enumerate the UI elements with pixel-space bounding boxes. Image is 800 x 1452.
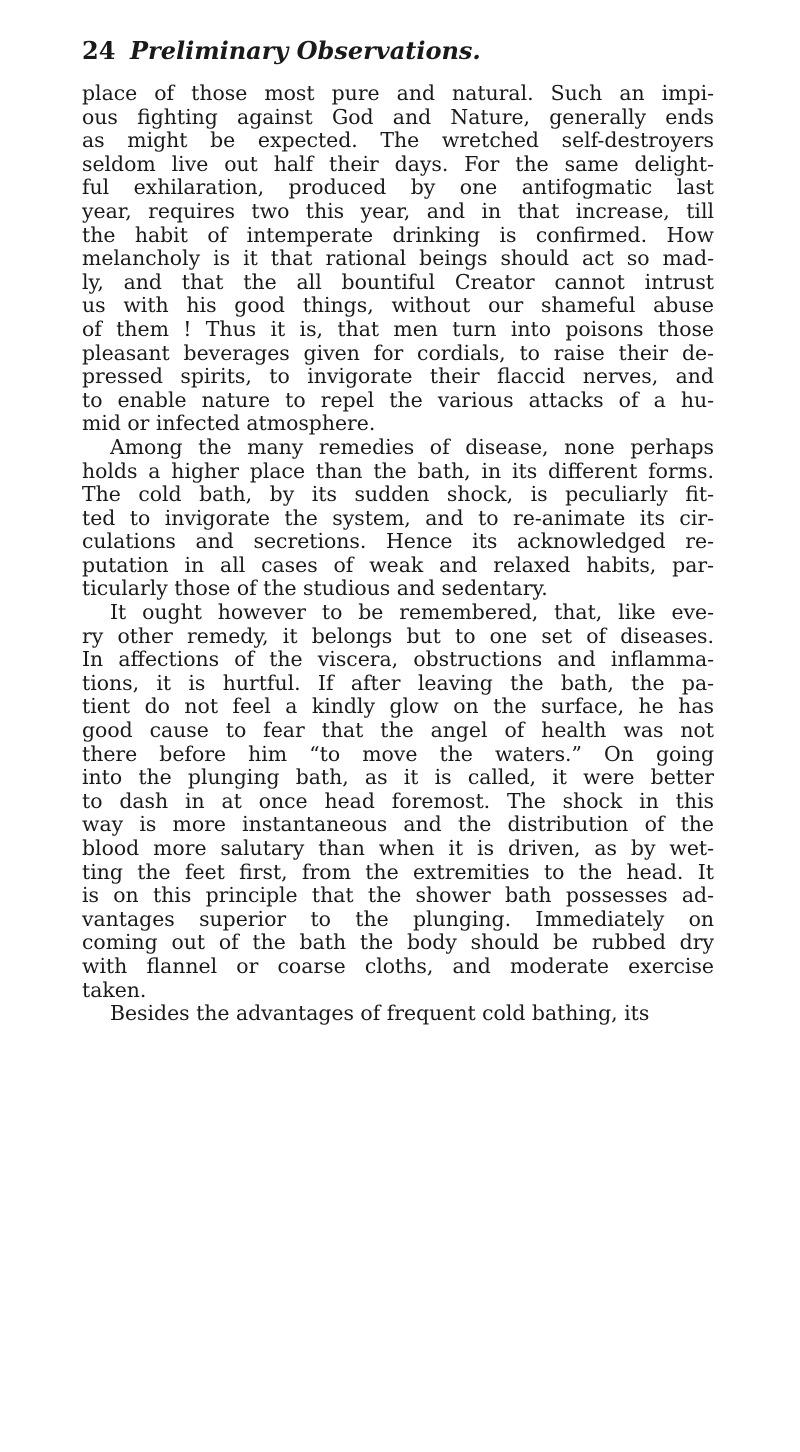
text-line: melancholy is it that rational beings should act so mad-: [82, 247, 714, 271]
text-line: ting the feet first, from the extremities to the head. It: [82, 860, 714, 884]
text-line: place of those most pure and natural. Such an impi-: [82, 82, 714, 105]
text-line: holds a higher place than the bath, in its different forms.: [82, 459, 714, 483]
text-line: seldom live out half their days. For the same delight-: [82, 152, 714, 176]
text-line: ful exhilaration, produced by one antifogmatic last: [82, 176, 714, 200]
text-line: ticularly those of the studious and sedentary.: [82, 577, 548, 601]
text-line: with flannel or coarse cloths, and moderate exercise: [82, 954, 714, 978]
running-head: Preliminary Observations.: [130, 36, 481, 65]
paragraph: [82, 1002, 714, 1026]
paragraph: [82, 82, 714, 436]
text-line: ry other remedy, it belongs but to one set of diseases.: [82, 624, 714, 648]
text-line: tions, it is hurtful. If after leaving the bath, the pa-: [82, 671, 714, 695]
text-line: to dash in at once head foremost. The shock in this: [82, 789, 714, 813]
text-line: In affections of the viscera, obstructions and inflamma-: [82, 648, 714, 672]
text-line: The cold bath, by its sudden shock, is peculiarly fit-: [82, 483, 714, 507]
text-line: there before him “to move the waters.” On going: [82, 742, 714, 766]
text-line: the habit of intemperate drinking is confirmed. How: [82, 223, 714, 247]
text-line: into the plunging bath, as it is called, it were better: [82, 766, 714, 790]
text-line: as might be expected. The wretched self-destroyers: [82, 129, 714, 153]
text-line: us with his good things, without our shameful abuse: [82, 294, 714, 318]
page-number: 24: [82, 36, 116, 65]
text-line: blood more salutary than when it is driven, as by wet-: [82, 837, 714, 860]
text-line: taken.: [82, 978, 147, 1002]
text-line: vantages superior to the plunging. Immediately on: [82, 907, 714, 931]
text-line: Besides the advantages of frequent cold bathing, its: [110, 1002, 650, 1026]
text-line: ly, and that the all bountiful Creator cannot intrust: [82, 270, 714, 294]
text-line: coming out of the bath the body should be rubbed dry: [82, 931, 714, 955]
text-line: tient do not feel a kindly glow on the surface, he has: [82, 695, 714, 719]
text-line: mid or infected atmosphere.: [82, 412, 376, 436]
text-line: pleasant beverages given for cordials, to raise their de-: [82, 341, 714, 365]
text-line: pressed spirits, to invigorate their flaccid nerves, and: [82, 365, 714, 389]
text-line: way is more instantaneous and the distribution of the: [82, 813, 714, 837]
page-header: [82, 36, 722, 76]
text-line: to enable nature to repel the various attacks of a hu-: [82, 388, 714, 412]
text-line: Among the many remedies of disease, none perhaps: [110, 435, 714, 459]
text-line: putation in all cases of weak and relaxed habits, par-: [82, 553, 714, 577]
body-text: [82, 82, 714, 1026]
text-line: of them ! Thus it is, that men turn into poisons those: [82, 317, 714, 341]
text-line: good cause to fear that the angel of health was not: [82, 719, 714, 743]
text-line: It ought however to be remembered, that, like eve-: [110, 601, 714, 625]
text-line: is on this principle that the shower bath possesses ad-: [82, 884, 714, 908]
text-line: ous fighting against God and Nature, generally ends: [82, 105, 714, 129]
paragraph: [82, 436, 714, 601]
paragraph: [82, 601, 714, 1002]
text-line: year, requires two this year, and in that increase, till: [82, 199, 714, 223]
text-line: ted to invigorate the system, and to re-animate its cir-: [82, 506, 714, 530]
text-line: culations and secretions. Hence its acknowledged re-: [82, 530, 714, 554]
